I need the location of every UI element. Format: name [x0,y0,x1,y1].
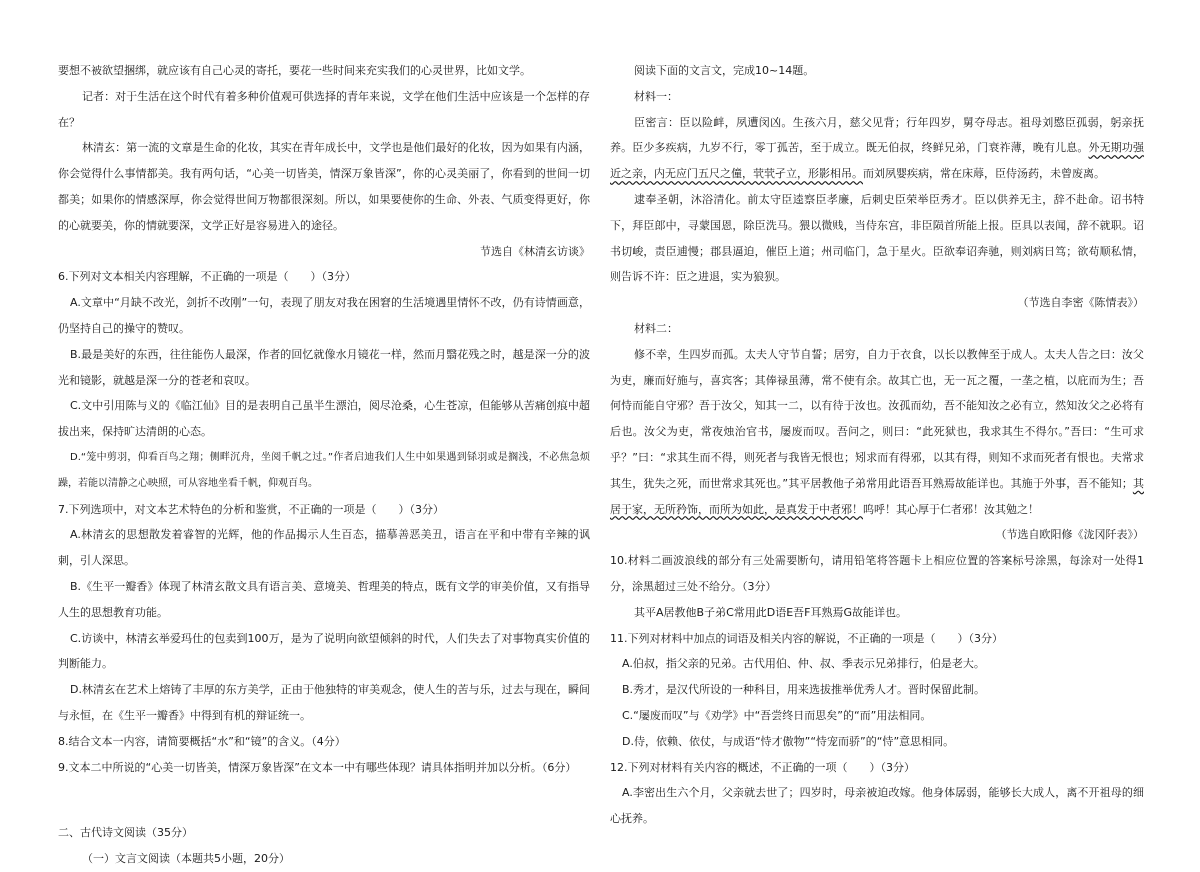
question-6-option-c: C.文中引用陈与义的《临江仙》目的是表明自己虽半生漂泊，阅尽沧桑，心生苍凉，但能够从苦痛创痕中超拔出来，保持旷达清朗的心态。 [58,399,590,439]
question-8: 8.结合文本一内容，请简要概括“水”和“镜”的含义。（4分） [58,734,346,748]
interview-question: 记者：对于生活在这个时代有着多种价值观可供选择的青年来说，文学在他们生活中应该是一个怎样的存在？ [58,89,590,129]
material-2-title: 材料二： [634,321,678,335]
question-11-option-b: B.秀才，是汉代所设的一种科目，用来选拔推举优秀人才。晋时保留此制。 [622,683,986,697]
question-7-option-c: C.访谈中，林清玄举爱玛仕的包卖到100万，是为了说明向欲望倾斜的时代，人们失去了对事物真实价值的判断能力。 [58,631,590,671]
left-column [58,58,590,872]
text-segment: 呜呼！其心厚于仁者邪！汝其勉之！ [863,502,1039,516]
question-11-option-c: C.“屡废而叹”与《劝学》中“吾尝终日而思矣”的“而”用法相同。 [622,708,932,722]
question-11-option-d: D.侍，依赖、依仗，与成语“恃才傲物”“恃宠而骄”的“恃”意思相同。 [622,734,955,748]
question-6-option-d: D.“笼中剪羽，仰看百鸟之翔；侧畔沉舟，坐阅千帆之过。”作者启迪我们人生中如果遇到铩羽或是搁浅，不必焦急烦躁，若能以清静之心映照，可从容地坐看千帆，仰观百鸟。 [58,451,590,489]
source-citation: 节选自《林清玄访谈》 [480,244,590,258]
question-9: 9.文本二中所说的“心美一切皆美，情深万象皆深”在文本一中有哪些体现？请具体指明并加以分析。（6分） [58,760,577,774]
source-citation: （节选自欧阳修《泷冈阡表》） [995,528,1144,542]
material-1-title: 材料一： [634,89,678,103]
text-segment: 臣密言：臣以险衅，夙遭闵凶。生孩六月，慈父见背；行年四岁，舅夺母志。祖母刘愍臣孤弱，躬亲抚养。臣少多疾病，九岁不行，零丁孤苦，至于成立。既无伯叔，终鲜兄弟，门衰祚薄，晚有儿息。 [610,115,1144,155]
material-1-paragraph-2: 逮奉圣朝，沐浴清化。前太守臣逵察臣孝廉，后刺史臣荣举臣秀才。臣以供养无主，辞不赴命。诏书特下，拜臣郎中，寻蒙国恩，除臣洗马。猥以微贱，当侍东宫，非臣陨首所能上报。臣具以表闻，辞不就职。诏书切峻，责臣逋慢；郡县逼迫，催臣上道；州司临门，急于星火。臣欲奉诏奔驰，则刘病日笃；欲苟顺私情，则告诉不许：臣之进退，实为狼狈。 [610,192,1144,284]
question-6: 6.下列对文本相关内容理解，不正确的一项是（ ）（3分） [58,270,356,284]
text-segment: 修不幸，生四岁而孤。太夫人守节自誓；居穷，自力于衣食，以长以教俾至于成人。太夫人告之曰：汝父为吏，廉而好施与，喜宾客；其俸禄虽薄，常不使有余。故其亡也，无一瓦之覆，一垄之植，以庇而为生；吾何恃而能自守邪？吾于汝父，知其一二，以有待于汝也。汝孤而幼，吾不能知汝之必有立，然知汝父之必将有后也。汝父为吏，常夜烛治官书，屡废而叹。吾问之，则曰：“此死狱也，我求其生不得尔。”吾曰：“生可求乎？”曰：“求其生而不得，则死者与我皆无恨也；矧求而有得邪，以其有得，则知不求而死者有恨也。夫常求其生，犹失之死，而世常求其死也。”其平居教他子弟常用此语吾耳熟焉故能详也。其施于外事，吾不能知； [610,347,1144,490]
question-7-option-d: D.林清玄在艺术上熔铸了丰厚的东方美学，正由于他独特的审美观念，使人生的苦与乐，过去与现在，瞬间与永恒，在《生平一瓣香》中得到有机的辩证统一。 [58,683,590,722]
question-12: 12.下列对材料有关内容的概述，不正确的一项（ ）（3分） [610,760,915,774]
subsection-heading: （一）文言文阅读（本题共5小题，20分） [82,852,290,866]
reading-instruction: 阅读下面的文言文，完成10~14题。 [634,64,815,77]
question-7: 7.下列选项中，对文本艺术特色的分析和鉴赏，不正确的一项是（ ）（3分） [58,502,444,516]
material-1-paragraph-1 [610,110,1144,187]
question-7-option-a: A.林清玄的思想散发着睿智的光辉，他的作品揭示人生百态，描摹善恶美丑，语言在平和中带有辛辣的讽刺，引人深思。 [58,528,590,568]
underlined-text: 外无期功强近之亲，内无应门五尺之僮，茕茕孑立，形影相吊。 [610,141,1145,181]
question-6-option-a: A.文章中“月缺不改光，剑折不改刚”一句，表现了朋友对我在困窘的生活境遇里情怀不改，仍有诗情画意，仍坚持自己的操守的赞叹。 [58,296,590,335]
right-column [610,58,1144,832]
question-10: 10.材料二画波浪线的部分有三处需要断句，请用铅笔将答题卡上相应位置的答案标号涂黑，每涂对一处得1分，涂黑超过三处不给分。（3分） [610,554,1144,593]
passage-paragraph: 要想不被欲望捆绑，就应该有自己心灵的寄托，要花一些时间来充实我们的心灵世界，比如文学。 [58,64,531,77]
question-11: 11.下列对材料中加点的词语及相关内容的解说，不正确的一项是（ ）（3分） [610,631,1003,645]
spacer [58,780,590,820]
question-7-option-b: B.《生平一瓣香》体现了林清玄散文具有语言美、意境美、哲理美的特点，既有文学的审美价值，又有指导人生的思想教育功能。 [58,579,590,619]
question-10-sentence: 其平A居教他B子弟C常用此D语E吾F耳熟焉G故能详也。 [634,605,908,619]
text-segment: 而刘夙婴疾病，常在床蓐，臣侍汤药，未曾废离。 [863,167,1105,181]
source-citation: （节选自李密《陈情表》） [1017,296,1144,310]
interview-answer: 林清玄：第一流的文章是生命的化妆，其实在青年成长中，文学也是他们最好的化妆，因为如果有内涵，你会觉得什么事情都美。我有两句话，“心美一切皆美，情深万象皆深”，你的心灵美丽了，你看到的世间一切都美；如果你的情感深厚，你会觉得世间万物都很深刻。所以，如果要使你的生命、外表、气质变得更好，你的心就要美，你的情就要深，文学正好是容易进入的途径。 [58,141,590,232]
question-12-option-a: A.李密出生六个月，父亲就去世了；四岁时，母亲被迫改嫁。他身体孱弱，能够长大成人，离不开祖母的细心抚养。 [610,786,1144,826]
question-11-option-a: A.伯叔，指父亲的兄弟。古代用伯、仲、叔、季表示兄弟排行，伯是老大。 [622,657,985,671]
underlined-text: 其居于家，无所矜饰，而所为如此，是真发于中者邪！ [610,476,1144,516]
question-6-option-b: B.最是美好的东西，往往能伤人最深，作者的回忆就像水月镜花一样，然而月翳花残之时，越是深一分的波光和镜影，就越是深一分的苍老和哀叹。 [58,347,590,387]
section-heading: 二、古代诗文阅读（35分） [58,826,193,840]
material-2-paragraph [610,342,1144,523]
